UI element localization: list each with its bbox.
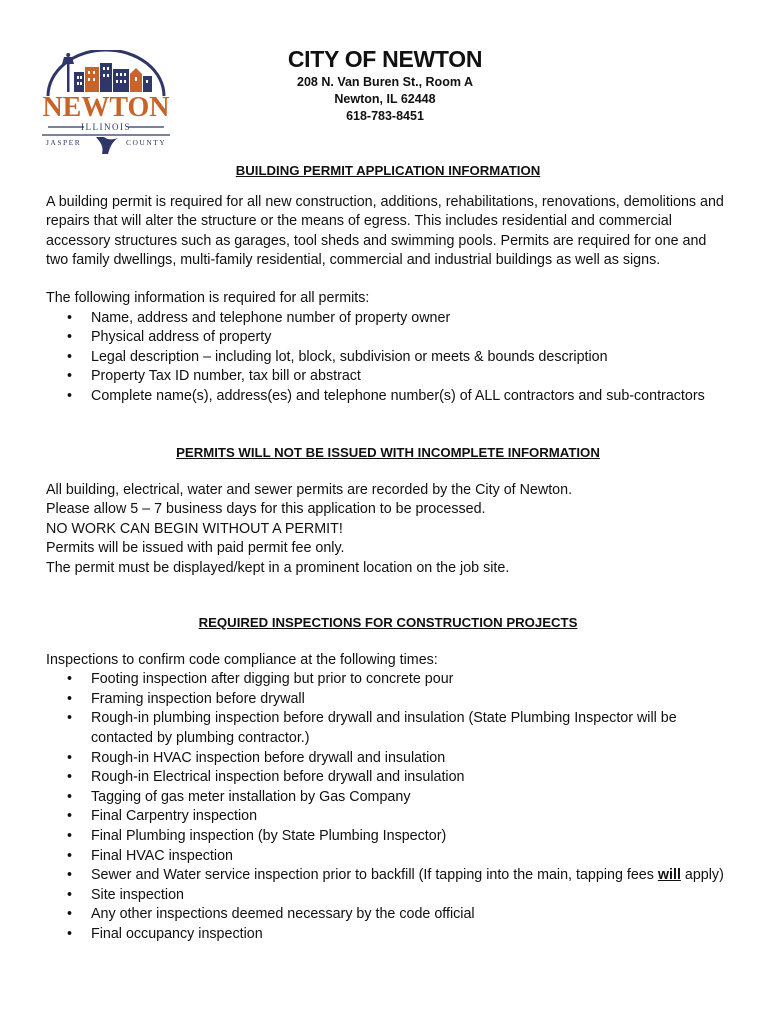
eagle-icon: [96, 137, 118, 154]
list-item: • Complete name(s), address(es) and telephone number(s) of ALL contractors and sub-contractors: [46, 387, 730, 407]
required-info-intro: The following information is required for all permits:: [46, 289, 370, 306]
list-item: • Footing inspection after digging but prior to concrete pour: [46, 670, 730, 690]
list-item: • Legal description – including lot, block, subdivision or meets & bounds description: [46, 348, 730, 368]
sewer-emphasis: will: [657, 867, 681, 884]
notice-section: [46, 443, 730, 579]
logo-state: ILLINOIS: [81, 122, 131, 132]
address-line-2: Newton, IL 62448: [334, 92, 436, 106]
sewer-text-before: Sewer and Water service inspection prior to backfill (If tapping into the main, tapping fees: [91, 867, 658, 884]
skyline-icon: [74, 63, 152, 92]
list-item: • Rough-in plumbing inspection before drywall and insulation (State Plumbing Inspector will be contacted by plumbing contractor.): [46, 709, 730, 748]
notice-line: Please allow 5 – 7 business days for this application to be processed.: [46, 501, 486, 518]
list-item: • Tagging of gas meter installation by Gas Company: [46, 788, 730, 808]
notice-line: The permit must be displayed/kept in a prominent location on the job site.: [46, 559, 510, 576]
list-item: • Final HVAC inspection: [46, 847, 730, 867]
list-item: • Name, address and telephone number of property owner: [46, 309, 730, 329]
inspections-section: [46, 613, 730, 945]
city-title: CITY OF NEWTON: [287, 46, 483, 72]
list-item: • Site inspection: [46, 886, 730, 906]
logo-county-left: JASPER: [46, 138, 82, 147]
letterhead: [170, 44, 600, 125]
notice-heading: PERMITS WILL NOT BE ISSUED WITH INCOMPLETE INFORMATION: [176, 445, 600, 460]
permit-info-section: [46, 161, 730, 407]
list-item: • Physical address of property: [46, 328, 730, 348]
list-item-sewer: [46, 866, 730, 886]
list-item: • Rough-in Electrical inspection before drywall and insulation: [46, 768, 730, 788]
logo-county-right: COUNTY: [126, 138, 167, 147]
list-item: • Final Carpentry inspection: [46, 807, 730, 827]
inspections-intro: Inspections to confirm code compliance at the following times:: [46, 651, 438, 668]
permit-info-paragraph: A building permit is required for all new construction, additions, rehabilitations, renovations, demolitions and repairs that will alter the structure or the means of egress. This includes residential and commercial accessory structures such as garages, tool sheds and swimming pools. Permits are required for one and two family dwellings, multi-family residential, commercial and industrial buildings as well as signs.: [46, 193, 724, 269]
logo-name: NEWTON: [42, 92, 170, 123]
inspections-list: [46, 670, 730, 944]
list-item: • Final occupancy inspection: [46, 925, 730, 945]
list-item: • Property Tax ID number, tax bill or abstract: [46, 367, 730, 387]
list-item: • Framing inspection before drywall: [46, 690, 730, 710]
phone-number: 618-783-8451: [346, 109, 424, 123]
list-item: • Any other inspections deemed necessary by the code official: [46, 905, 730, 925]
notice-line: All building, electrical, water and sewer permits are recorded by the City of Newton.: [46, 481, 573, 498]
required-info-list: [46, 309, 730, 407]
sewer-text-after: apply): [680, 867, 724, 884]
lamp-post-icon: [62, 53, 74, 92]
notice-line: NO WORK CAN BEGIN WITHOUT A PERMIT!: [46, 520, 343, 537]
city-logo: [38, 50, 174, 158]
list-item: • Final Plumbing inspection (by State Plumbing Inspector): [46, 827, 730, 847]
permit-info-heading: BUILDING PERMIT APPLICATION INFORMATION: [235, 163, 541, 178]
address-line-1: 208 N. Van Buren St., Room A: [297, 75, 473, 89]
notice-line: Permits will be issued with paid permit fee only.: [46, 540, 345, 557]
inspections-heading: REQUIRED INSPECTIONS FOR CONSTRUCTION PROJECTS: [198, 615, 578, 630]
list-item: • Rough-in HVAC inspection before drywall and insulation: [46, 749, 730, 769]
